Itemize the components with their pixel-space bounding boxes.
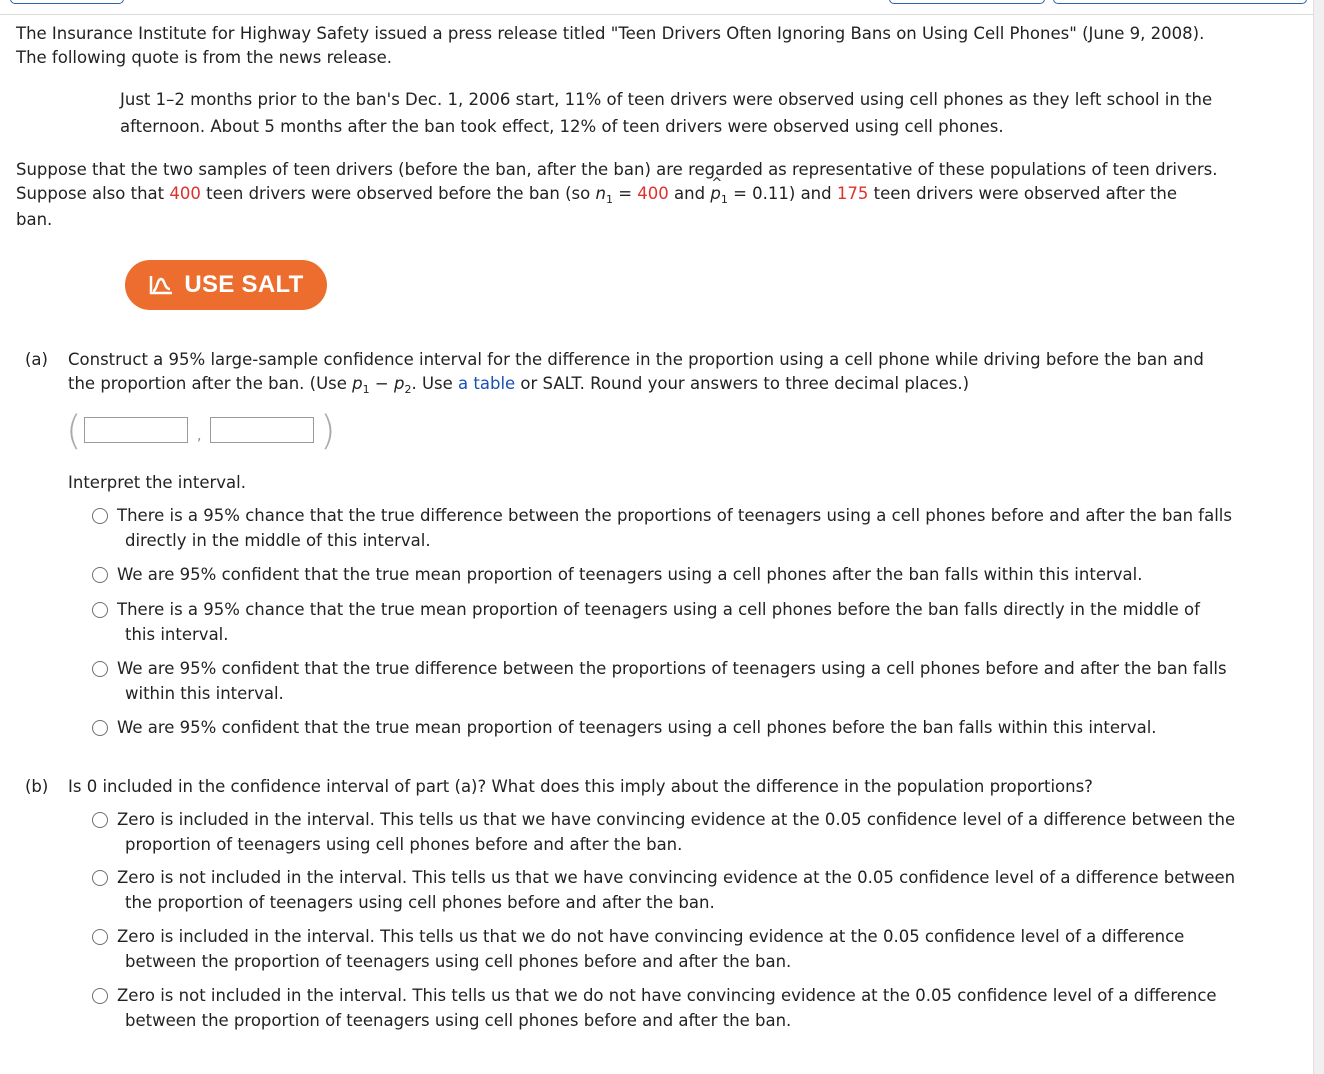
radio-button[interactable]	[92, 870, 108, 886]
interpret-label: Interpret the interval.	[68, 473, 246, 492]
option-line-2: proportion of teenagers using cell phones before and after the ban.	[125, 834, 683, 854]
radio-button[interactable]	[92, 661, 108, 677]
upper-bound-input[interactable]	[210, 417, 314, 443]
zero-option-4[interactable]	[92, 984, 1217, 1033]
interpret-option-2[interactable]	[92, 563, 1142, 588]
page-scrollbar[interactable]	[1313, 0, 1324, 1074]
option-line-1: Zero is not included in the interval. This tells us that we have convincing evidence at the 0.05 confidence level of a difference between	[117, 868, 1236, 887]
radio-button[interactable]	[92, 812, 108, 828]
option-line-2: between the proportion of teenagers using cell phones before and after the ban.	[125, 1010, 792, 1030]
option-line-1: Zero is included in the interval. This tells us that we have convincing evidence at the 0.05 confidence level of a difference between the	[117, 810, 1236, 829]
quote-line-2: afternoon. About 5 months after the ban took effect, 12% of teen drivers were observed using cell phones.	[120, 117, 1004, 136]
option-line-1: We are 95% confident that the true mean proportion of teenagers using a cell phones after the ban falls within this interval.	[117, 565, 1143, 584]
option-line-2: the proportion of teenagers using cell phones before and after the ban.	[125, 892, 715, 912]
top-tab-left[interactable]	[10, 0, 124, 4]
lower-bound-input[interactable]	[84, 417, 188, 443]
part-a-line-1: Construct a 95% large-sample confidence interval for the difference in the proportion using a cell phone while driving before the ban and	[68, 350, 1204, 369]
option-line-1: There is a 95% chance that the true mean proportion of teenagers using a cell phones before the ban falls directly in the middle of	[117, 600, 1200, 619]
radio-button[interactable]	[92, 929, 108, 945]
salt-button-label: USE SALT	[184, 270, 304, 298]
table-link[interactable]: a table	[458, 374, 516, 393]
quote-line-1: Just 1–2 months prior to the ban's Dec. 1, 2006 start, 11% of teen drivers were observed using cell phones as they left school in the	[120, 90, 1213, 109]
option-line-1: We are 95% confident that the true difference between the proportions of teenagers using a cell phones before and after the ban falls	[117, 659, 1227, 678]
interpret-option-1[interactable]	[92, 504, 1232, 553]
interpret-option-3[interactable]	[92, 598, 1200, 647]
top-tab-middle[interactable]	[889, 0, 1045, 4]
interpret-option-5[interactable]	[92, 716, 1157, 741]
part-b-letter: (b)	[25, 777, 49, 796]
p-hat-symbol: ^ p	[710, 182, 720, 207]
suppose-line-3: ban.	[16, 210, 53, 229]
n1-value-inline: 400	[637, 184, 669, 203]
option-line-1: We are 95% confident that the true mean proportion of teenagers using a cell phones before the ban falls within this interval.	[117, 718, 1157, 737]
intro-line-2: The following quote is from the news release.	[16, 48, 392, 67]
salt-chart-icon	[148, 274, 174, 296]
zero-option-1[interactable]	[92, 808, 1235, 857]
radio-button[interactable]	[92, 508, 108, 524]
radio-button[interactable]	[92, 567, 108, 583]
part-a-line-2: the proportion after the ban. (Use $p_1 - p_2$. Use a table or SALT. Round your answers to three decimal places.)	[68, 374, 970, 396]
option-line-1: There is a 95% chance that the true difference between the proportions of teenagers using a cell phones before and after the ban falls	[117, 506, 1232, 525]
top-tab-right[interactable]	[1053, 0, 1307, 4]
interval-comma: ,	[197, 428, 202, 444]
interpret-option-4[interactable]	[92, 657, 1227, 706]
option-line-2: this interval.	[125, 624, 229, 644]
option-line-1: Zero is included in the interval. This tells us that we do not have convincing evidence at the 0.05 confidence level of a difference	[117, 927, 1185, 946]
option-line-1: Zero is not included in the interval. This tells us that we do not have convincing evidence at the 0.05 confidence level of a difference	[117, 986, 1217, 1005]
interval-close-paren: )	[320, 408, 336, 454]
zero-option-2[interactable]	[92, 866, 1235, 915]
use-salt-button[interactable]	[125, 260, 327, 310]
n1-value: 400	[169, 184, 201, 203]
top-toolbar-edge	[0, 0, 1313, 15]
part-b-question: Is 0 included in the confidence interval of part (a)? What does this imply about the difference in the population proportions?	[68, 777, 1093, 796]
suppose-line-1: Suppose that the two samples of teen drivers (before the ban, after the ban) are regarded as representative of these populations of teen drivers.	[16, 160, 1218, 179]
radio-button[interactable]	[92, 720, 108, 736]
suppose-line-2: Suppose also that 400 teen drivers were observed before the ban (so $n_1 = 400$ and ^ $p_1 = 0.11$) and 175 teen drivers were observed after the	[16, 182, 1177, 207]
interval-open-paren: (	[66, 408, 82, 454]
option-line-2: directly in the middle of this interval.	[125, 530, 431, 550]
option-line-2: between the proportion of teenagers using cell phones before and after the ban.	[125, 951, 792, 971]
radio-button[interactable]	[92, 602, 108, 618]
radio-button[interactable]	[92, 988, 108, 1004]
zero-option-3[interactable]	[92, 925, 1184, 974]
option-line-2: within this interval.	[125, 683, 284, 703]
part-a-letter: (a)	[25, 350, 48, 369]
intro-line-1: The Insurance Institute for Highway Safety issued a press release titled "Teen Drivers Often Ignoring Bans on Using Cell Phones" (June 9, 2008).	[16, 24, 1205, 43]
n2-value: 175	[836, 184, 869, 203]
